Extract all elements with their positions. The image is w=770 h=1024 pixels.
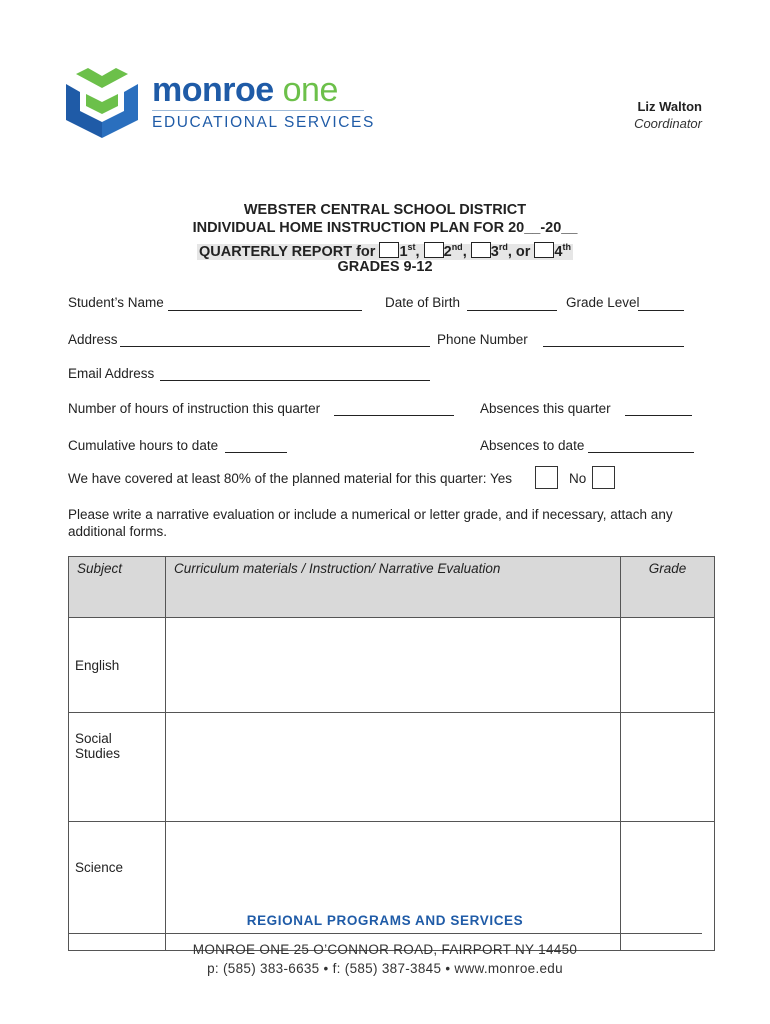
subject-header: Subject [69,557,166,618]
plan-title: INDIVIDUAL HOME INSTRUCTION PLAN FOR 20__-20__ [192,220,578,236]
district-title: WEBSTER CENTRAL SCHOOL DISTRICT [243,202,527,218]
absences-quarter-field[interactable] [625,415,692,416]
quarterly-label: QUARTERLY REPORT for [198,243,376,260]
footer-title: REGIONAL PROGRAMS AND SERVICES [246,913,524,928]
student-name-label: Student’s Name [68,295,164,310]
cumulative-field[interactable] [225,452,287,453]
cumulative-label: Cumulative hours to date [68,438,219,453]
brand-subtitle: EDUCATIONAL SERVICES [152,114,375,131]
no-checkbox[interactable] [592,466,615,489]
footer-address: MONROE ONE 25 O’CONNOR ROAD, FAIRPORT NY 14450 [192,942,578,957]
dob-field[interactable] [467,310,557,311]
grade-header: Grade [621,557,715,618]
dob-label: Date of Birth [385,295,461,310]
social-studies-grade-cell[interactable] [621,713,715,822]
subject-english: English [69,618,166,713]
quarterly-report-line: QUARTERLY REPORT for 1st, 2nd, 3rd, or 4th [198,242,571,260]
social-studies-evaluation-cell[interactable] [166,713,621,822]
absences-date-field[interactable] [588,452,694,453]
table-row [69,713,715,822]
absences-quarter-label: Absences this quarter [480,401,611,416]
subject-science: Science [69,822,166,951]
address-label: Address [68,332,118,347]
grade-level-field[interactable] [638,310,684,311]
table-row [69,822,715,951]
instructions-line1: Please write a narrative evaluation or include a numerical or letter grade, and if necessary, attach any [68,507,673,522]
no-label: No [569,471,587,486]
quarter-2-checkbox[interactable] [424,242,444,258]
evaluation-header: Curriculum materials / Instruction/ Narrative Evaluation [166,557,621,618]
hours-label: Number of hours of instruction this quarter [68,401,321,416]
footer-divider [68,933,702,934]
grades-label: GRADES 9-12 [337,259,433,275]
english-grade-cell[interactable] [621,618,715,713]
science-evaluation-cell[interactable] [166,822,621,951]
email-label: Email Address [68,366,155,381]
quarter-1-checkbox[interactable] [379,242,399,258]
evaluation-table [68,556,715,951]
monroe-one-logo-mark [66,68,138,138]
footer-contact: p: (585) 383-6635 • f: (585) 387-3845 • www.monroe.edu [207,961,563,976]
yes-checkbox[interactable] [535,466,558,489]
phone-label: Phone Number [437,332,528,347]
hours-field[interactable] [334,415,454,416]
phone-field[interactable] [543,346,684,347]
address-field[interactable] [120,346,430,347]
english-evaluation-cell[interactable] [166,618,621,713]
absences-date-label: Absences to date [480,438,585,453]
subject-social-studies: Social Studies [69,713,166,822]
brand-divider [152,110,364,111]
quarter-3-checkbox[interactable] [471,242,491,258]
coverage-label: We have covered at least 80% of the planned material for this quarter: Yes [68,471,513,486]
student-name-field[interactable] [168,310,362,311]
table-header-row [69,557,715,618]
quarter-4-checkbox[interactable] [534,242,554,258]
coordinator-title: Coordinator [634,116,702,131]
brand-name: monroe one [152,71,338,109]
coordinator-name: Liz Walton [637,99,702,114]
email-field[interactable] [160,380,430,381]
grade-level-label: Grade Level [566,295,640,310]
science-grade-cell[interactable] [621,822,715,951]
table-row [69,618,715,713]
instructions-line2: additional forms. [68,524,168,539]
